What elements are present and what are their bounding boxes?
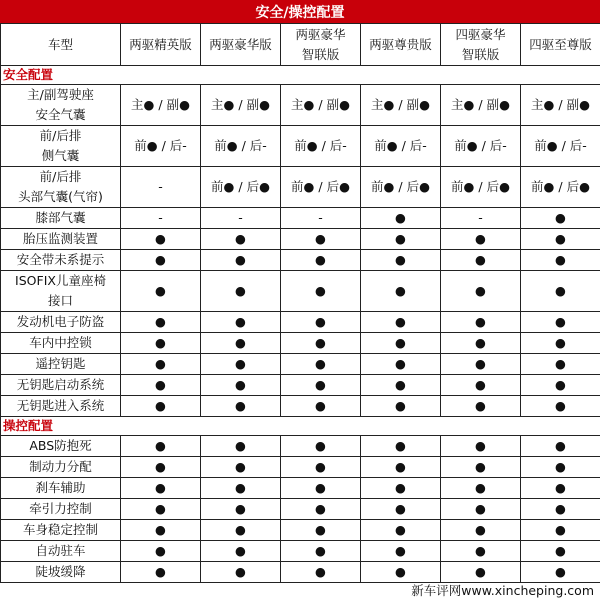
- table-row: [1, 208, 600, 229]
- table-cell: ●: [441, 457, 521, 478]
- row-label: 无钥匙启动系统: [1, 375, 121, 396]
- table-cell: ●: [521, 562, 600, 583]
- table-cell: ●: [201, 354, 281, 375]
- table-cell: -: [201, 208, 281, 229]
- table-cell: ●: [201, 250, 281, 271]
- table-cell: ●: [361, 312, 441, 333]
- table-cell: -: [121, 167, 201, 208]
- row-label: 牵引力控制: [1, 499, 121, 520]
- column-header-trim: 两驱豪华版: [201, 24, 281, 66]
- row-label: 自动驻车: [1, 541, 121, 562]
- table-row: [1, 250, 600, 271]
- table-row: [1, 229, 600, 250]
- row-label: 前/后排 侧气囊: [1, 126, 121, 167]
- table-cell: ●: [201, 520, 281, 541]
- table-cell: ●: [281, 562, 361, 583]
- table-row: [1, 85, 600, 126]
- table-row: [1, 375, 600, 396]
- row-label: 胎压监测装置: [1, 229, 121, 250]
- row-label: 主/副驾驶座 安全气囊: [1, 85, 121, 126]
- table-cell: ●: [201, 375, 281, 396]
- column-header-trim: 四驱豪华 智联版: [441, 24, 521, 66]
- table-cell: ●: [361, 354, 441, 375]
- table-row: [1, 271, 600, 312]
- table-cell: ●: [361, 562, 441, 583]
- table-cell: ●: [281, 333, 361, 354]
- table-cell: ●: [281, 250, 361, 271]
- section-title: 安全配置: [1, 66, 600, 85]
- table-cell: ●: [441, 478, 521, 499]
- table-cell: ●: [521, 333, 600, 354]
- table-cell: ●: [361, 333, 441, 354]
- table-cell: ●: [121, 354, 201, 375]
- table-cell: ●: [281, 436, 361, 457]
- table-cell: ●: [361, 499, 441, 520]
- table-header-row: [1, 24, 600, 66]
- table-cell: ●: [121, 457, 201, 478]
- spec-table: [0, 23, 600, 583]
- table-cell: 主● / 副●: [361, 85, 441, 126]
- table-cell: ●: [121, 396, 201, 417]
- table-cell: ●: [521, 208, 600, 229]
- table-row: [1, 354, 600, 375]
- table-cell: ●: [121, 478, 201, 499]
- table-cell: ●: [441, 520, 521, 541]
- table-cell: ●: [521, 541, 600, 562]
- row-label: 陡坡缓降: [1, 562, 121, 583]
- table-cell: ●: [121, 375, 201, 396]
- table-cell: ●: [521, 499, 600, 520]
- table-cell: ●: [361, 208, 441, 229]
- table-cell: ●: [201, 312, 281, 333]
- section-header-row: [1, 417, 600, 436]
- row-label: 遥控钥匙: [1, 354, 121, 375]
- table-row: [1, 499, 600, 520]
- table-cell: ●: [281, 457, 361, 478]
- table-cell: 前● / 后-: [281, 126, 361, 167]
- table-cell: ●: [281, 312, 361, 333]
- table-cell: 前● / 后●: [441, 167, 521, 208]
- table-cell: ●: [201, 396, 281, 417]
- table-cell: ●: [201, 229, 281, 250]
- table-cell: ●: [441, 375, 521, 396]
- table-cell: ●: [361, 436, 441, 457]
- table-cell: ●: [121, 250, 201, 271]
- table-row: [1, 520, 600, 541]
- table-cell: ●: [201, 271, 281, 312]
- table-row: [1, 541, 600, 562]
- column-header-trim: 两驱尊贵版: [361, 24, 441, 66]
- table-cell: ●: [521, 229, 600, 250]
- table-cell: ●: [361, 250, 441, 271]
- table-row: [1, 457, 600, 478]
- table-cell: ●: [441, 354, 521, 375]
- table-row: [1, 312, 600, 333]
- table-cell: ●: [201, 562, 281, 583]
- table-cell: ●: [361, 520, 441, 541]
- table-cell: ●: [521, 396, 600, 417]
- table-cell: 主● / 副●: [441, 85, 521, 126]
- table-cell: ●: [121, 312, 201, 333]
- table-row: [1, 333, 600, 354]
- table-row: [1, 562, 600, 583]
- table-cell: ●: [281, 396, 361, 417]
- row-label: 车身稳定控制: [1, 520, 121, 541]
- table-cell: ●: [121, 562, 201, 583]
- table-cell: 主● / 副●: [121, 85, 201, 126]
- row-label: ISOFIX儿童座椅 接口: [1, 271, 121, 312]
- table-cell: ●: [361, 478, 441, 499]
- table-cell: ●: [201, 499, 281, 520]
- table-cell: ●: [441, 499, 521, 520]
- table-row: [1, 396, 600, 417]
- table-cell: 前● / 后-: [361, 126, 441, 167]
- table-cell: ●: [521, 250, 600, 271]
- table-cell: ●: [521, 457, 600, 478]
- table-cell: 前● / 后●: [281, 167, 361, 208]
- table-cell: 前● / 后●: [201, 167, 281, 208]
- table-cell: ●: [201, 541, 281, 562]
- table-cell: ●: [521, 436, 600, 457]
- table-cell: ●: [201, 457, 281, 478]
- table-cell: ●: [521, 520, 600, 541]
- row-label: 发动机电子防盗: [1, 312, 121, 333]
- column-header-model: 车型: [1, 24, 121, 66]
- table-cell: ●: [281, 271, 361, 312]
- table-cell: ●: [281, 354, 361, 375]
- table-cell: ●: [281, 478, 361, 499]
- table-cell: ●: [121, 499, 201, 520]
- table-cell: ●: [441, 312, 521, 333]
- table-cell: ●: [521, 271, 600, 312]
- table-cell: 主● / 副●: [281, 85, 361, 126]
- row-label: 刹车辅助: [1, 478, 121, 499]
- table-cell: ●: [441, 396, 521, 417]
- column-header-trim: 两驱豪华 智联版: [281, 24, 361, 66]
- table-cell: 前● / 后-: [201, 126, 281, 167]
- table-cell: 前● / 后-: [521, 126, 600, 167]
- row-label: 制动力分配: [1, 457, 121, 478]
- table-cell: -: [281, 208, 361, 229]
- table-cell: ●: [201, 436, 281, 457]
- section-title: 操控配置: [1, 417, 600, 436]
- table-row: [1, 478, 600, 499]
- table-cell: ●: [361, 457, 441, 478]
- table-cell: ●: [441, 333, 521, 354]
- table-cell: ●: [281, 375, 361, 396]
- table-cell: ●: [521, 375, 600, 396]
- table-cell: 前● / 后-: [121, 126, 201, 167]
- table-cell: ●: [201, 478, 281, 499]
- column-header-trim: 两驱精英版: [121, 24, 201, 66]
- table-cell: ●: [361, 541, 441, 562]
- table-cell: ●: [281, 520, 361, 541]
- table-cell: ●: [521, 354, 600, 375]
- table-cell: ●: [441, 436, 521, 457]
- row-label: 前/后排 头部气囊(气帘): [1, 167, 121, 208]
- page-title: 安全/操控配置: [0, 0, 600, 23]
- table-cell: ●: [121, 541, 201, 562]
- table-cell: ●: [361, 375, 441, 396]
- row-label: 膝部气囊: [1, 208, 121, 229]
- table-cell: ●: [121, 436, 201, 457]
- table-cell: ●: [121, 271, 201, 312]
- table-cell: ●: [281, 499, 361, 520]
- table-cell: 主● / 副●: [521, 85, 600, 126]
- row-label: ABS防抱死: [1, 436, 121, 457]
- table-cell: ●: [441, 271, 521, 312]
- footer-source: 新车评网www.xincheping.com: [411, 583, 594, 598]
- table-row: [1, 436, 600, 457]
- table-cell: ●: [441, 562, 521, 583]
- row-label: 安全带未系提示: [1, 250, 121, 271]
- table-cell: 前● / 后-: [441, 126, 521, 167]
- table-cell: -: [121, 208, 201, 229]
- table-row: [1, 167, 600, 208]
- table-cell: ●: [441, 250, 521, 271]
- table-cell: ●: [281, 541, 361, 562]
- table-cell: 前● / 后●: [521, 167, 600, 208]
- table-cell: ●: [201, 333, 281, 354]
- row-label: 无钥匙进入系统: [1, 396, 121, 417]
- table-row: [1, 126, 600, 167]
- table-cell: ●: [521, 312, 600, 333]
- row-label: 车内中控锁: [1, 333, 121, 354]
- table-cell: ●: [361, 396, 441, 417]
- table-cell: ●: [441, 541, 521, 562]
- table-cell: 主● / 副●: [201, 85, 281, 126]
- table-cell: -: [441, 208, 521, 229]
- table-cell: ●: [361, 229, 441, 250]
- table-cell: ●: [441, 229, 521, 250]
- section-header-row: [1, 66, 600, 85]
- table-cell: ●: [521, 478, 600, 499]
- table-cell: ●: [361, 271, 441, 312]
- table-cell: ●: [121, 229, 201, 250]
- table-cell: ●: [281, 229, 361, 250]
- table-cell: ●: [121, 520, 201, 541]
- table-cell: ●: [121, 333, 201, 354]
- column-header-trim: 四驱至尊版: [521, 24, 600, 66]
- table-cell: 前● / 后●: [361, 167, 441, 208]
